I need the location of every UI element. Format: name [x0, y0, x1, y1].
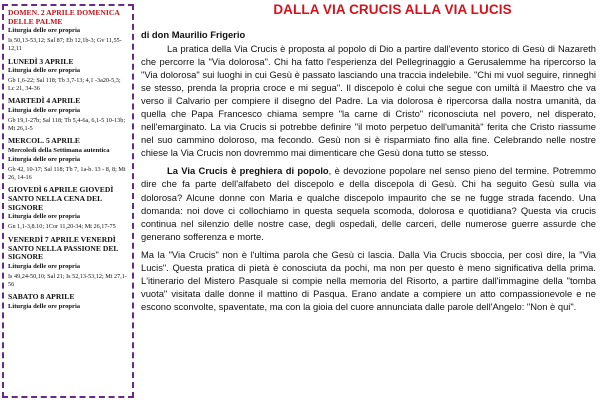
day-readings: Gb 1,6-22; Sal 118; Tb 3,7-13; 4,1 -3a20-5,3; Lc 21, 34-36: [8, 77, 121, 92]
calendar-day: [8, 9, 128, 53]
calendar-day: [8, 236, 128, 288]
day-heading: GIOVEDÌ 6 APRILE GIOVEDÌ SANTO NELLA CENA DEL SIGNORE: [8, 185, 114, 212]
day-readings: Gb 19,1-27b; Sal 118; Tb 5,4-6a, 6,1-5 10-13b; Mt 26,1-5: [8, 117, 126, 132]
article-paragraph: [141, 164, 596, 242]
calendar-day: [8, 186, 128, 231]
paragraph-lead: La Via Crucis è preghiera di popolo: [167, 165, 329, 177]
day-heading: LUNEDÌ 3 APRILE: [8, 56, 74, 66]
day-heading: SABATO 8 APRILE: [8, 292, 75, 302]
day-readings: Gn 1,1-3,8.10; 1Cor 11,20-34; Mt 26,17-75: [8, 223, 116, 231]
day-liturgy-secondary: Liturgia delle ore propria: [8, 156, 81, 164]
day-heading: VENERDÌ 7 APRILE VENERDÌ SANTO NELLA PASSIONE DEL SIGNORE: [8, 235, 119, 262]
day-liturgy: Liturgia delle ore propria: [8, 263, 81, 271]
day-liturgy: Liturgia delle ore propria: [8, 303, 81, 311]
liturgical-calendar: [2, 4, 134, 398]
day-liturgy: Liturgia delle ore propria: [8, 67, 81, 75]
day-heading: MERCOL. 5 APRILE: [8, 136, 80, 146]
day-readings: Gb 42, 10-17; Sal 118; Tb 7, 1a-b. 13 - 8, 8; Mt 26, 14-16: [8, 166, 126, 181]
paragraph-text: , è devozione popolare nel senso pieno del termine. Potremmo dire che fa parte dell'alfabeto del discepolo e della discepola di Gesù. Chi ha seguito Gesù sulla via dolorosa? Alcune donne con Maria e qualche discepolo impaurito che se ne fugge strada facendo. Una domanda: noi dove ci collochiamo in questa sequela scomoda, dolorosa e quotidiana? Questa via crucis continua nel silenzio delle nostre case, degli ospedali, delle carceri, delle numerose guerre assurde che generano sofferenza e morte.: [141, 165, 596, 242]
article-title: DALLA VIA CRUCIS ALLA VIA LUCIS: [273, 2, 512, 17]
paragraph-text: Ma la "Via Crucis" non è l'ultima parola che Gesù ci lascia. Dalla Via Crucis sboccia, per così dire, la "Via Lucis". Questa pratica di pietà è conosciuta da pochi, ma non per questo è meno significativa della prima. L'itinerario del Mistero Pasquale si compie nella memoria del Risorto, a partire dall'immagine della "tomba vuota" visitata dalle donne il mattino di Pasqua. Erano andate a compiere un atto compassionevole e ne escono sconvolte, spaventate, ma con la gioia del cuore annunciata dalle parole dell'Angelo: "Non è qui".: [141, 248, 596, 312]
day-readings: Is 50,13-53,12; Sal 87; Eb 12,1b-3; Gv 11,55-12,11: [8, 37, 122, 53]
article-author: di don Maurilio Frigerio: [141, 29, 246, 40]
day-liturgy: Mercoledì della Settimana autentica: [8, 147, 110, 155]
day-liturgy: Liturgia delle ore propria: [8, 213, 81, 221]
day-liturgy: Liturgia delle ore propria: [8, 107, 81, 115]
article-paragraph: [141, 42, 596, 159]
paragraph-text: La pratica della Via Crucis è proposta al popolo di Dio a partire dall'evento storico di Gesù di Nazareth che percorre la "Via dolorosa". Chi ha fatto l'esperienza del Pellegrinaggio a Gerusalemme ha ripercorso la "Via dolorosa" sui luoghi in cui Gesù è passato lasciando una traccia indelebile. "Chi mi vuol seguire, rinneghi se stesso, prenda la propria croce e mi segua". Il discepolo è colui che segue con umiltà il Maestro che va verso il Calvario per compiere il disegno del Padre. La via dolorosa è ripercorsa dalla nostra umanità, da quella che Papa Francesco chiama sempre "la carne di Cristo" riconosciuta nel povero, nel disperato, nell'emarginato. La via Crucis si potrebbe definire "il moto perpetuo dell'umanità" ferita che Cristo riassume nel suo cammino doloroso, ma fecondo. Gesù non si è risparmiato fino alla fine. Celebrando nelle nostre chiese la Via Crucis non dovremmo mai dimenticare che Gesù dona tutto se stesso.: [141, 43, 596, 159]
day-heading: MARTEDÌ 4 APRILE: [8, 96, 81, 106]
day-liturgy: Liturgia delle ore propria: [8, 27, 81, 35]
calendar-day: [8, 293, 128, 311]
article-paragraph: [141, 248, 596, 313]
article: [141, 0, 596, 400]
calendar-day: [8, 58, 128, 93]
day-readings: Is 49,24-50,10; Sal 21; Is 52,13-53,12; Mt 27,1-56: [8, 273, 127, 288]
calendar-day: [8, 137, 128, 181]
day-heading: DOMEN. 2 APRILE DOMENICA DELLE PALME: [8, 8, 120, 26]
calendar-day: [8, 97, 128, 132]
